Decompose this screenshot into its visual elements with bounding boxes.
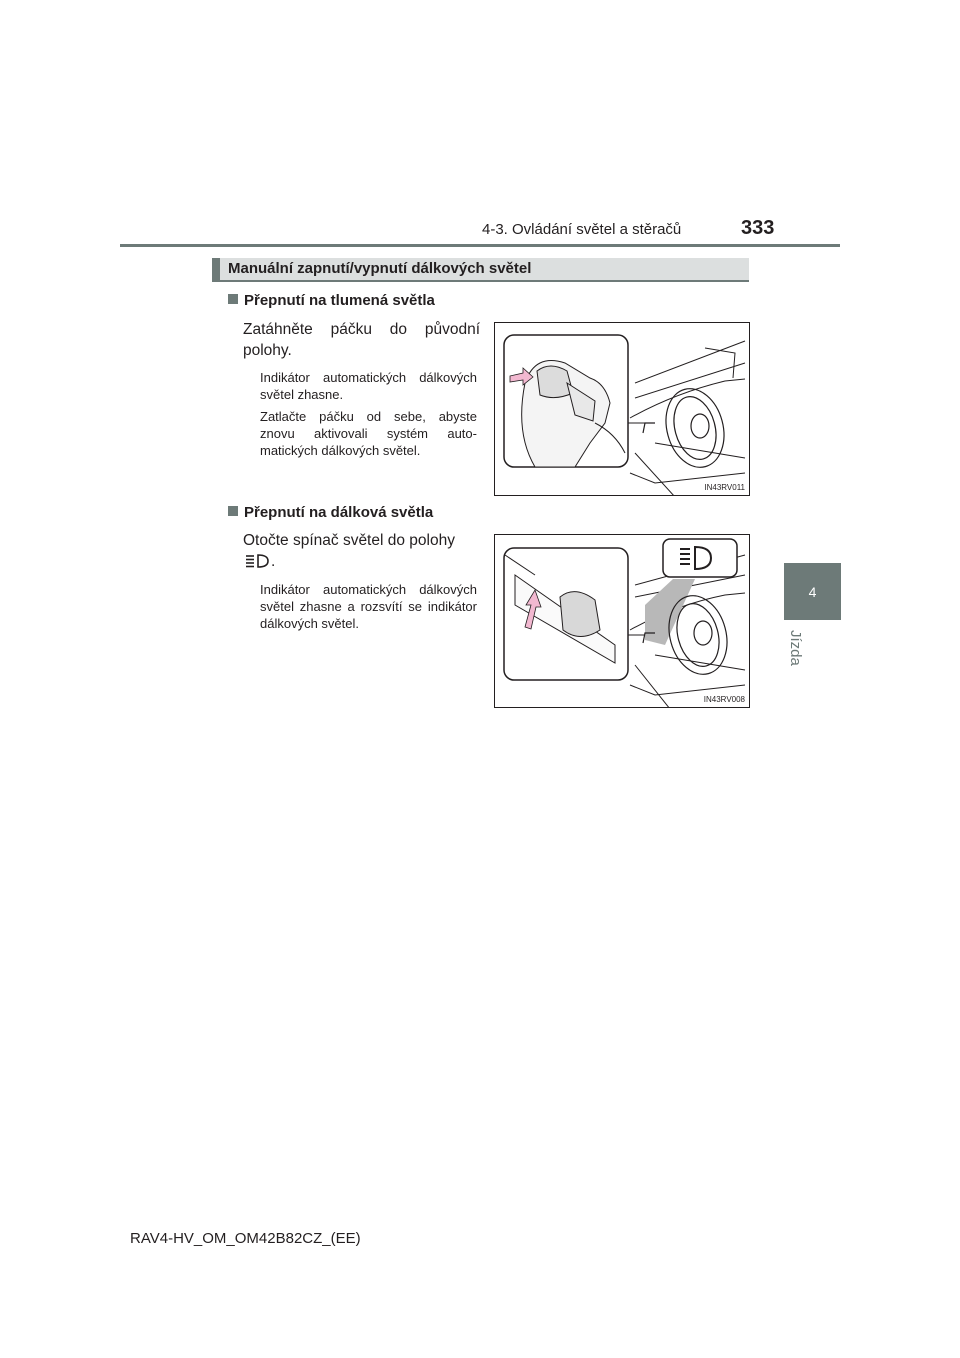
heading-square-icon — [228, 506, 238, 516]
chapter-section-title: 4-3. Ovládání světel a stěračů — [482, 221, 682, 238]
high-beam-heading: Přepnutí na dálková světla — [228, 504, 433, 521]
lever-pull-illustration — [495, 323, 750, 496]
chapter-tab — [784, 563, 841, 620]
chapter-label — [787, 628, 824, 678]
low-beam-instruction: Zatáhněte páčku do původní polohy. — [243, 321, 480, 359]
switch-turn-illustration — [495, 535, 750, 708]
chapter-label-text: Jízda — [787, 630, 804, 666]
low-beam-heading: Přepnutí na tlumená světla — [228, 292, 435, 309]
page-number: 333 — [741, 217, 775, 239]
manual-code: RAV4-HV_OM_OM42B82CZ_(EE) — [130, 1230, 361, 1247]
high-beam-icon — [243, 553, 271, 575]
figure-code: IN43RV011 — [704, 483, 745, 492]
high-beam-note-1: Indikátor automatických dálkových světel zhasne a rozsvítí se indikátor dálkových světel. — [260, 582, 477, 631]
figure-low-beam — [494, 322, 750, 496]
high-beam-instruction: Otočte spínač světel do polohy . — [243, 530, 480, 575]
section-title: Manuální zapnutí/vypnutí dálkových světel — [228, 260, 532, 277]
figure-code: IN43RV008 — [703, 695, 745, 704]
header-rule — [120, 244, 840, 247]
figure-high-beam — [494, 534, 750, 708]
low-beam-note-1: Indikátor automatických dálkových světel zhasne. — [260, 370, 477, 402]
heading-square-icon — [228, 294, 238, 304]
chapter-number: 4 — [808, 583, 817, 600]
low-beam-note-2: Zatlačte páčku od sebe, abyste znovu aktivovali systém automatických dálkových světel. — [260, 409, 477, 458]
section-heading-bar — [212, 258, 749, 282]
